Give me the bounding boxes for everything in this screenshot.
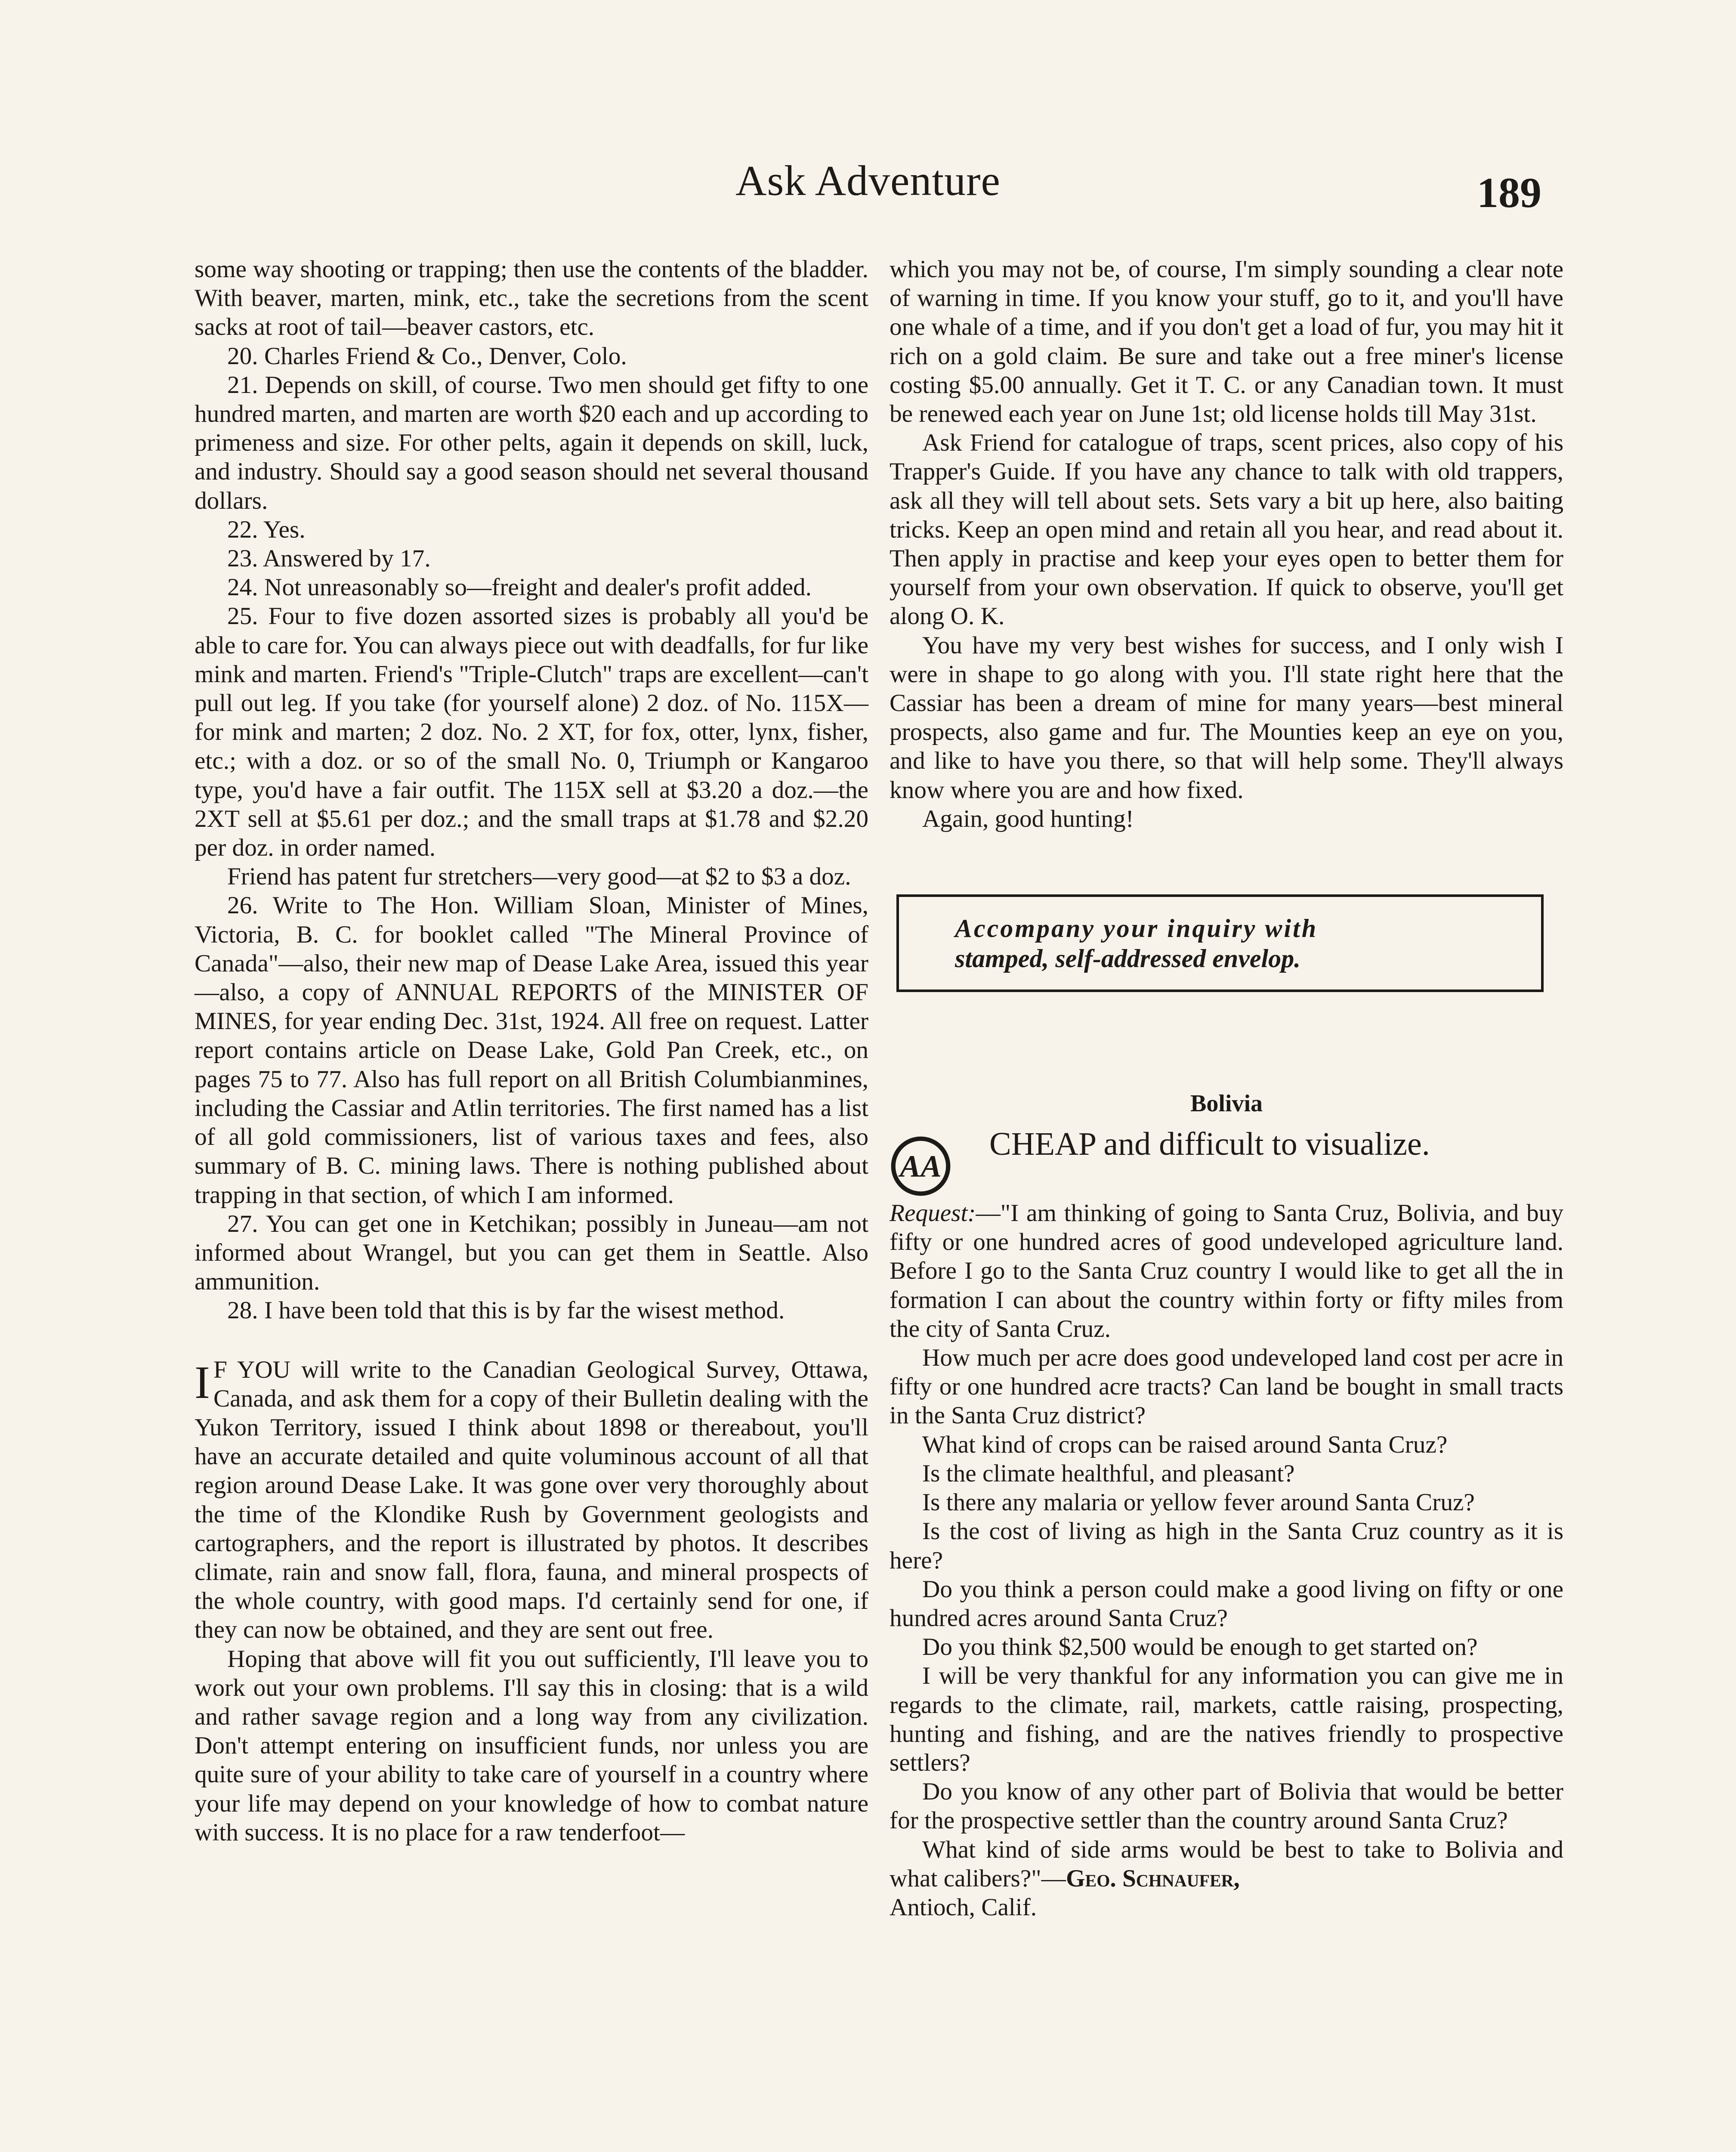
section-title: Bolivia xyxy=(1190,1090,1263,1117)
paragraph: Is the climate healthful, and pleasant? xyxy=(922,1459,1295,1487)
paragraph-text: What kind of side arms would be best to take to Bolivia and what calibers?"— xyxy=(890,1836,1563,1892)
paragraph: Is the cost of living as high in the Santa Cruz country as it is here? xyxy=(890,1518,1563,1574)
request-paragraph xyxy=(890,1199,1563,1343)
request-text: —"I am thinking of going to Santa Cruz, Bolivia, and buy fifty or one hundred acres of good undeveloped agriculture land. Before I go to the Santa Cruz country I would like to get all the in formation I can about the country within forty or fifty miles from the city of Santa Cruz. xyxy=(890,1200,1563,1342)
paragraph: I will be very thankful for any information you can give me in regards to the climate, rail, markets, cattle raising, prospecting, hunting and fishing, and are the natives friendly to prospective settlers? xyxy=(890,1662,1563,1776)
paragraph: 28. I have been told that this is by far the wisest method. xyxy=(227,1297,785,1324)
paragraph: Hoping that above will fit you out sufficiently, I'll leave you to work out your own problems. I'll say this in closing: that is a wild and rather savage region and a long way from any civilization. Don't attempt entering on insufficient funds, nor unless you are quite sure of your ability to take care of yourself in a country where your life may depend on your knowledge of how to combat nature with success. It is no place for a raw tenderfoot— xyxy=(195,1645,868,1846)
paragraph: What kind of crops can be raised around Santa Cruz? xyxy=(922,1431,1448,1458)
location: Antioch, Calif. xyxy=(890,1893,1037,1921)
ask-adventure-logo-icon xyxy=(890,1135,952,1197)
question-title: CHEAP and difficult to visualize. xyxy=(989,1126,1430,1163)
paragraph: Do you think $2,500 would be enough to get started on? xyxy=(922,1633,1478,1661)
paragraph: Is there any malaria or yellow fever around Santa Cruz? xyxy=(922,1489,1475,1516)
paragraph: 21. Depends on skill, of course. Two men should get fifty to one hundred marten, and marten are worth $20 each and up according to primeness and size. For other pelts, again it depends on skill, luck, and industry. Should say a good season should net several thousand dollars. xyxy=(195,371,868,514)
paragraph: 22. Yes. xyxy=(227,516,306,543)
paragraph: Friend has patent fur stretchers—very good—at $2 to $3 a doz. xyxy=(227,863,851,890)
paragraph: 24. Not unreasonably so—freight and dealer's profit added. xyxy=(227,574,812,601)
paragraph-text: F YOU will write to the Canadian Geological Survey, Ottawa, Canada, and ask them for a copy of their Bulletin dealing with the Yukon Territory, issued I think about 1898 or thereabout, you'll have an accurate detailed and quite voluminous account of all that region around Dease Lake. It was gone over very thoroughly about the time of the Klondike Rush by Government geologists and cartographers, and the report is illustrated by photos. It describes climate, rain and snow fall, flora, fauna, and mineral prospects of the whole country, with good maps. I'd certainly send for one, if they can now be obtained, and they are sent out free. xyxy=(195,1356,868,1644)
question-heading xyxy=(890,1122,1563,1199)
right-column xyxy=(890,255,1563,1922)
paragraph: How much per acre does good undeveloped land cost per acre in fifty or one hundred acre tracts? Can land be bought in small tracts in the Santa Cruz district? xyxy=(890,1344,1563,1429)
paragraph: You have my very best wishes for success, and I only wish I were in shape to go along with you. I'll state right here that the Cassiar has been a dream of mine for many years—best mineral prospects, also game and fur. The Mounties keep an eye on you, and like to have you there, so that will help some. They'll always know where you are and how fixed. xyxy=(890,631,1563,804)
paragraph-with-dropcap xyxy=(195,1355,868,1645)
notice-box xyxy=(896,894,1544,992)
paragraph: 20. Charles Friend & Co., Denver, Colo. xyxy=(227,342,627,370)
paragraph: Do you think a person could make a good living on fifty or one hundred acres around Santa Cruz? xyxy=(890,1575,1563,1632)
paragraph: Again, good hunting! xyxy=(922,805,1134,832)
paragraph: 27. You can get one in Ketchikan; possibly in Juneau—am not informed about Wrangel, but you can get them in Seattle. Also ammunition. xyxy=(195,1210,868,1296)
paragraph: 23. Answered by 17. xyxy=(227,545,431,572)
running-header-title: Ask Adventure xyxy=(735,157,1001,204)
notice-line: stamped, self-addressed envelop. xyxy=(955,944,1301,973)
drop-cap: I xyxy=(195,1357,210,1408)
paragraph: some way shooting or trapping; then use the contents of the bladder. With beaver, marten, mink, etc., take the secretions from the scent sacks at root of tail—beaver castors, etc. xyxy=(195,256,868,341)
page-number: 189 xyxy=(1477,169,1541,216)
paragraph: 26. Write to The Hon. William Sloan, Minister of Mines, Victoria, B. C. for booklet called "The Mineral Province of Canada"—also, their new map of Dease Lake Area, issued this year—also, a copy of ANNUAL REPORTS of the MINISTER OF MINES, for year ending Dec. 31st, 1924. All free on request. Latter report contains article on Dease Lake, Gold Pan Creek, etc., on pages 75 to 77. Also has full report on all British Columbianmines, including the Cassiar and Atlin territories. The first named has a list of all gold commissioners, list of various taxes and fees, also summary of B. C. mining laws. There is nothing published about trapping in that section, of which I am informed. xyxy=(195,892,868,1209)
paragraph: 25. Four to five dozen assorted sizes is probably all you'd be able to care for. You can always piece out with deadfalls, for fur like mink and marten. Friend's "Triple-Clutch" traps are excellent—can't pull out leg. If you take (for yourself alone) 2 doz. of No. 115X—for mink and marten; 2 doz. No. 2 XT, for fox, otter, lynx, fisher, etc.; with a doz. or so of the small No. 0, Triumph or Kangaroo type, you'd have a fair outfit. The 115X sell at $3.20 a doz.—the 2XT sell at $5.61 per doz.; and the small traps at $1.78 and $2.20 per doz. in order named. xyxy=(195,603,868,862)
paragraph: which you may not be, of course, I'm simply sounding a clear note of warning in time. If you know your stuff, go to it, and you'll have one whale of a time, and if you don't get a load of fur, you may hit it rich on a gold claim. Be sure and take out a free miner's license costing $5.00 annually. Get it T. C. or any Canadian town. It must be renewed each year on June 1st; old license holds till May 31st. xyxy=(890,256,1563,428)
left-column xyxy=(195,255,868,1847)
paragraph: Do you know of any other part of Bolivia that would be better for the prospective settler than the country around Santa Cruz? xyxy=(890,1778,1563,1834)
notice-line: Accompany your inquiry with xyxy=(955,914,1318,943)
paragraph xyxy=(890,1835,1563,1893)
signature: Geo. Schnaufer, xyxy=(1066,1864,1240,1892)
paragraph: Ask Friend for catalogue of traps, scent prices, also copy of his Trapper's Guide. If you have any chance to talk with old trappers, ask all they will tell about sets. Sets vary a bit up here, also baiting tricks. Keep an open mind and retain all you hear, and read about it. Then apply in practise and keep your eyes open to better them for yourself from your own observation. If quick to observe, you'll get along O. K. xyxy=(890,429,1563,630)
request-label: Request: xyxy=(890,1200,976,1227)
svg-text:AA: AA xyxy=(900,1149,942,1184)
